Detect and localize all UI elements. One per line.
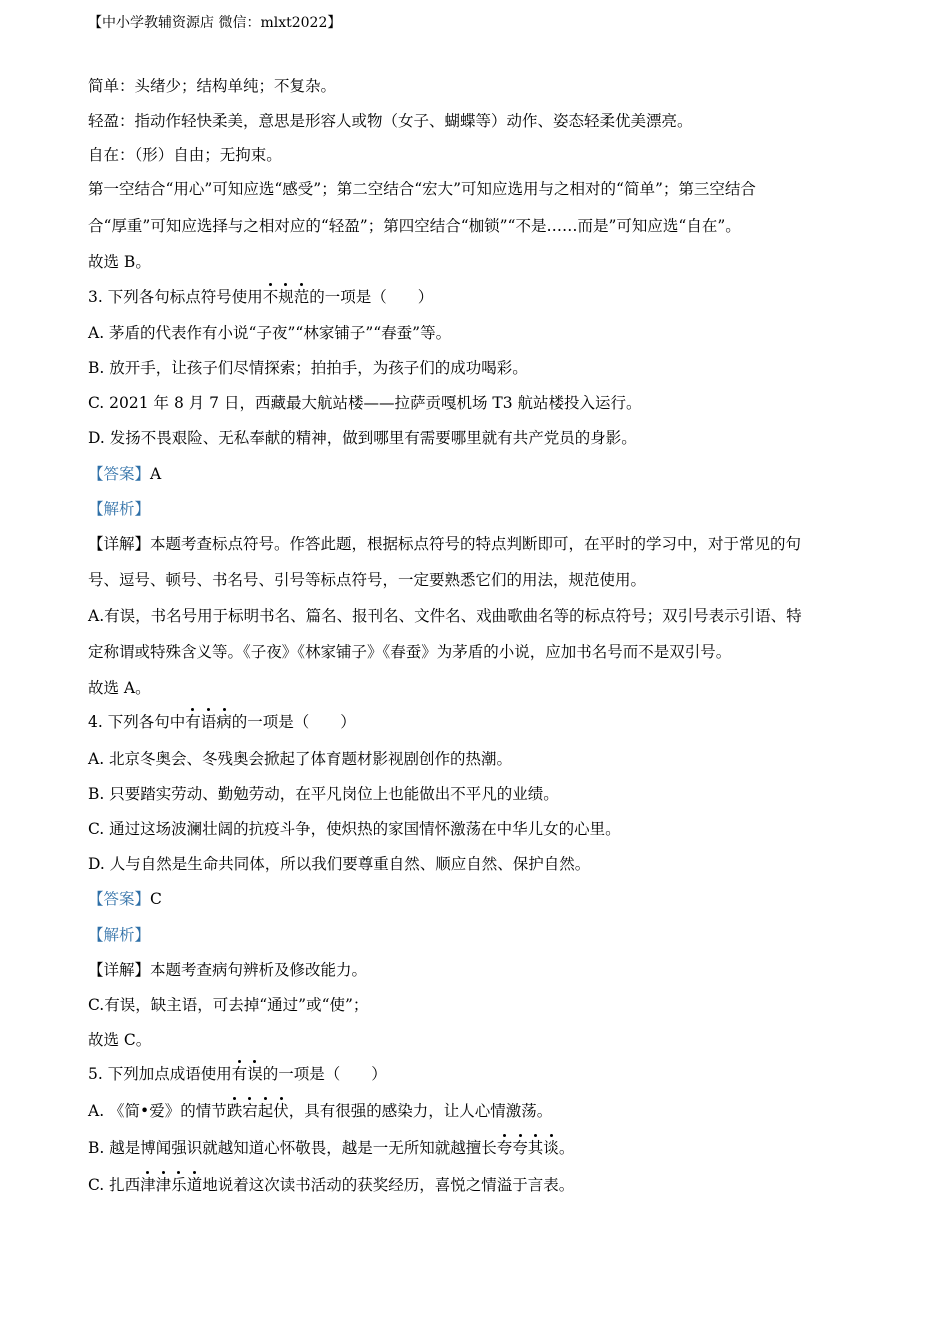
question-4-analysis-tag: 【解析】 — [88, 926, 151, 944]
question-3-detail-3: A.有误，书名号用于标明书名、篇名、报刊名、文件名、戏曲歌曲名等的标点符号；双引号表示引语、特 — [88, 607, 802, 625]
definition-simple: 简单：头绪少；结构单纯；不复杂。 — [88, 77, 337, 95]
emphasis-char: 其 — [528, 1136, 544, 1160]
question-3-stem-pre: 3. 下列各句标点符号使用 — [88, 288, 263, 306]
question-4-stem-post: 的一项是（ ） — [231, 713, 356, 731]
question-4-option-c: C. 通过这场波澜壮阔的抗疫斗争，使炽热的家国情怀激荡在中华儿女的心里。 — [88, 820, 621, 838]
page-header: 【中小学教辅资源店 微信：mlxt2022】 — [88, 15, 342, 31]
question-4-choose: 故选 C。 — [88, 1031, 152, 1049]
emphasis-char: 病 — [216, 710, 232, 734]
definition-free: 自在：（形）自由；无拘束。 — [88, 146, 282, 164]
emphasis-char: 夸 — [497, 1136, 513, 1160]
definition-light: 轻盈：指动作轻快柔美，意思是形容人或物（女子、蝴蝶等）动作、姿态轻柔优美漂亮。 — [88, 112, 693, 130]
answer-tag: 【答案】 — [88, 890, 151, 908]
choose-b: 故选 B。 — [88, 253, 151, 271]
option-text: B. 越是博闻强识就越知道心怀敬畏，越是一无所知就越擅长 — [88, 1139, 497, 1157]
question-3-stem — [88, 285, 433, 309]
question-4-option-a: A. 北京冬奥会、冬残奥会掀起了体育题材影视剧创作的热潮。 — [88, 750, 513, 768]
question-4-option-d: D. 人与自然是生命共同体，所以我们要尊重自然、顺应自然、保护自然。 — [88, 855, 591, 873]
emphasis-char: 误 — [247, 1062, 263, 1086]
question-3-option-a: A. 茅盾的代表作有小说“子夜”“林家铺子”“春蚕”等。 — [88, 324, 452, 342]
emphasis-char: 伏 — [273, 1099, 289, 1123]
emphasis-char: 津 — [140, 1173, 156, 1197]
question-3-answer — [88, 462, 161, 486]
emphasis-char: 有 — [232, 1062, 248, 1086]
emphasis-char: 乐 — [171, 1173, 187, 1197]
question-3-detail-4: 定称谓或特殊含义等。《子夜》《林家铺子》《春蚕》为茅盾的小说，应加书名号而不是双引号。 — [88, 643, 732, 661]
explanation-line-2: 合“厚重”可知应选择与之相对应的“轻盈”；第四空结合“枷锁”“不是……而是”可知应选“自在”。 — [88, 217, 741, 235]
emphasis-char: 有 — [185, 710, 201, 734]
answer-tag: 【答案】 — [88, 465, 151, 483]
question-3-option-b: B. 放开手，让孩子们尽情探索；拍拍手，为孩子们的成功喝彩。 — [88, 359, 528, 377]
question-3-stem-post: 的一项是（ ） — [309, 288, 434, 306]
detail-text: 本题考查病句辨析及修改能力。 — [150, 961, 368, 979]
question-4-answer — [88, 887, 162, 911]
emphasis-char: 津 — [156, 1173, 172, 1197]
emphasis-char: 语 — [201, 710, 217, 734]
question-4-detail-1 — [88, 958, 367, 982]
emphasis-char: 不 — [263, 285, 279, 309]
question-5-option-b — [88, 1136, 574, 1160]
option-text: 地说着这次读书活动的获奖经历，喜悦之情溢于言表。 — [202, 1176, 575, 1194]
detail-tag: 【详解】 — [88, 961, 151, 979]
question-5-stem-post: 的一项是（ ） — [262, 1065, 387, 1083]
question-3-option-d: D. 发扬不畏艰险、无私奉献的精神，做到哪里有需要哪里就有共产党员的身影。 — [88, 429, 637, 447]
emphasis-char: 道 — [187, 1173, 203, 1197]
emphasis-char: 规 — [278, 285, 294, 309]
detail-tag: 【详解】 — [88, 535, 151, 553]
question-3-option-c: C. 2021 年 8 月 7 日，西藏最大航站楼——拉萨贡嘎机场 T3 航站楼投入运行。 — [88, 394, 642, 412]
question-4-detail-2: C.有误，缺主语，可去掉“通过”或“使”； — [88, 996, 369, 1014]
answer-value: C — [150, 890, 162, 908]
question-3-analysis-tag: 【解析】 — [88, 500, 151, 518]
option-text: C. 扎西 — [88, 1176, 141, 1194]
question-5-stem — [88, 1062, 387, 1086]
explanation-line-1: 第一空结合“用心”可知应选“感受”；第二空结合“宏大”可知应选用与之相对的“简单”；第三空结合 — [88, 180, 756, 198]
emphasis-char: 谈 — [543, 1136, 559, 1160]
question-3-detail-1 — [88, 532, 801, 556]
option-text: ，具有很强的感染力，让人心情激荡。 — [288, 1102, 553, 1120]
option-text: 。 — [558, 1139, 575, 1157]
question-4-stem-pre: 4. 下列各句中 — [88, 713, 186, 731]
question-5-option-a — [88, 1099, 552, 1123]
question-3-detail-2: 号、逗号、顿号、书名号、引号等标点符号，一定要熟悉它们的用法，规范使用。 — [88, 571, 647, 589]
emphasis-char: 夸 — [512, 1136, 528, 1160]
question-4-stem — [88, 710, 356, 734]
option-text: A. 《简•爱》的情节 — [88, 1102, 227, 1120]
emphasis-char: 范 — [294, 285, 310, 309]
detail-text: 本题考查标点符号。作答此题，根据标点符号的特点判断即可，在平时的学习中，对于常见的句 — [150, 535, 802, 553]
answer-value: A — [150, 465, 162, 483]
question-3-choose: 故选 A。 — [88, 679, 151, 697]
emphasis-char: 宕 — [242, 1099, 258, 1123]
question-5-stem-pre: 5. 下列加点成语使用 — [88, 1065, 232, 1083]
emphasis-char: 起 — [258, 1099, 274, 1123]
emphasis-char: 跌 — [227, 1099, 243, 1123]
question-4-option-b: B. 只要踏实劳动、勤勉劳动，在平凡岗位上也能做出不平凡的业绩。 — [88, 785, 559, 803]
question-5-option-c — [88, 1173, 574, 1197]
